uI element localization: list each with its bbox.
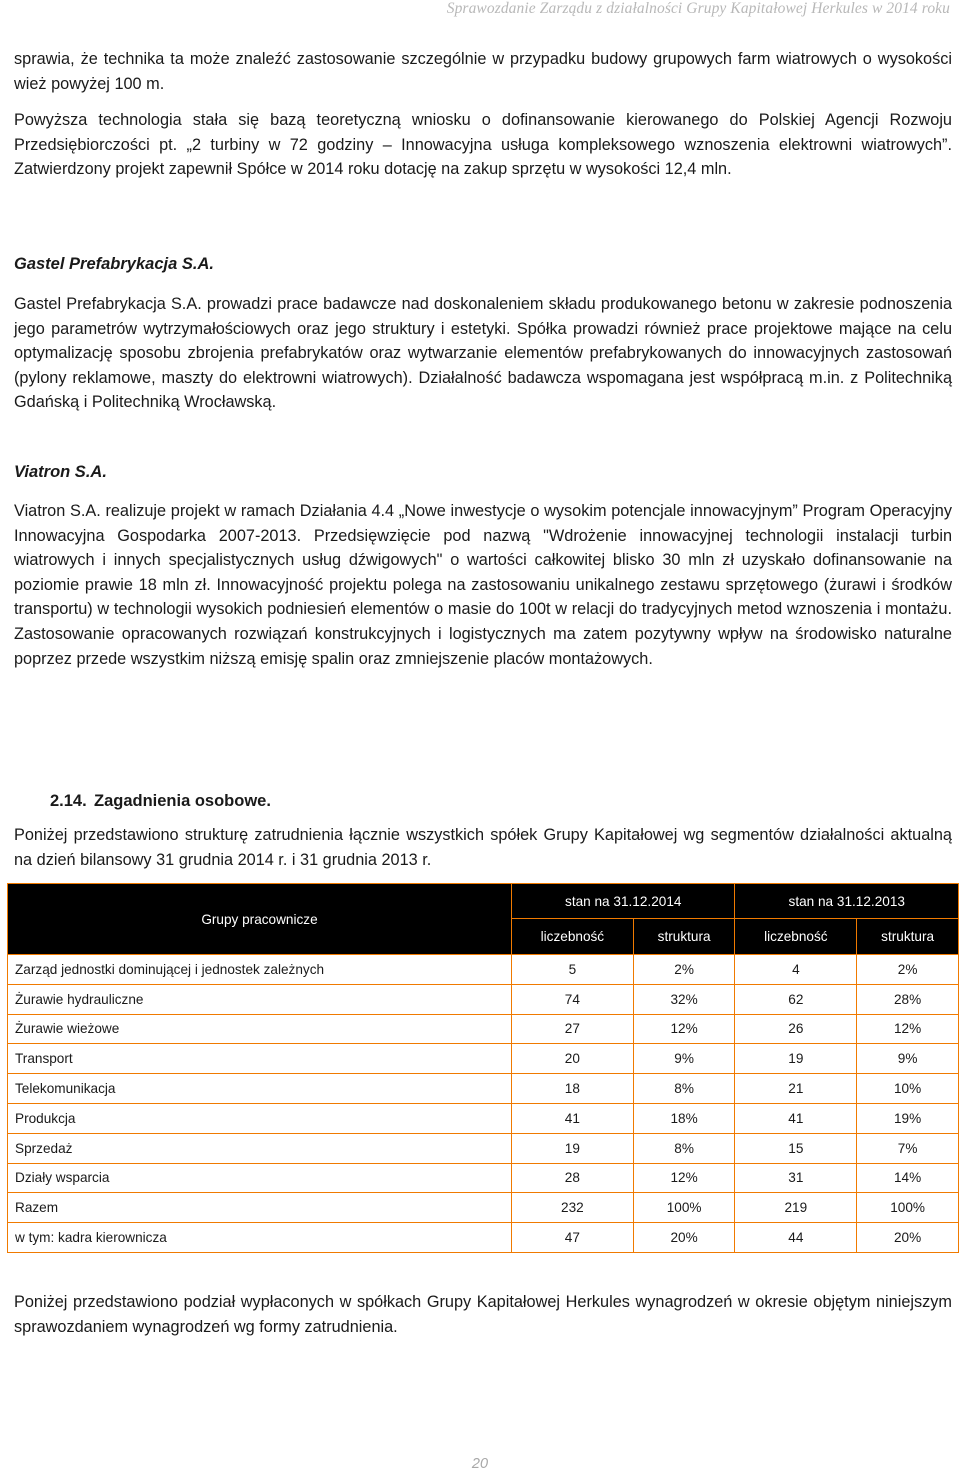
count-2014: 47	[512, 1223, 634, 1253]
count-2014-header: liczebność	[512, 919, 634, 955]
viatron-heading: Viatron S.A.	[14, 463, 107, 481]
share-2013: 7%	[857, 1133, 959, 1163]
share-2013: 100%	[857, 1193, 959, 1223]
count-2013: 4	[735, 955, 857, 985]
running-header: Sprawozdanie Zarządu z działalności Grupy Kapitałowej Herkules w 2014 roku	[446, 0, 950, 17]
count-2013: 21	[735, 1074, 857, 1104]
share-2014: 12%	[633, 1014, 735, 1044]
row-label: Telekomunikacja	[8, 1074, 512, 1104]
section-heading	[50, 792, 271, 811]
count-2014: 232	[512, 1193, 634, 1223]
share-2013: 2%	[857, 955, 959, 985]
count-2014: 20	[512, 1044, 634, 1074]
share-2014-header: struktura	[633, 919, 735, 955]
share-2013: 14%	[857, 1163, 959, 1193]
section-number: 2.14.	[50, 792, 87, 810]
section-title: Zagadnienia osobowe.	[94, 792, 271, 810]
page-number: 20	[471, 1456, 489, 1472]
row-label: w tym: kadra kierownicza	[8, 1223, 512, 1253]
row-label: Działy wsparcia	[8, 1163, 512, 1193]
viatron-paragraph: Viatron S.A. realizuje projekt w ramach Działania 4.4 „Nowe inwestycje o wysokim potencjale innowacyjnym” Program Operacyjny Innowacyjna Gospodarka 2007-2013. Przedsięwzięcie pod nazwą "Wdrożenie innowacyjnej technologii instalacji turbin wiatrowych i innych specjalistycznych usług dźwigowych" o wartości całkowitej blisko 30 mln zł uzyskało dofinansowanie na poziomie prawie 18 mln zł. Innowacyjność projektu polega na zastosowaniu unikalnego zestawu sprzętowego (żurawi i środków transportu) w technologii wysokich podniesień elementów o masie do 100t w relacji do tradycyjnych metod wznoszenia i montażu. Zastosowanie opracowanych rozwiązań konstrukcyjnych i logistycznych ma zatem pozytywny wpływ na środowisko naturalne poprzez przede wszystkim niższą emisję spalin oraz zmniejszenie placów montażowych.	[14, 502, 952, 668]
count-2014: 74	[512, 984, 634, 1014]
table-row	[8, 1133, 959, 1163]
gastel-heading: Gastel Prefabrykacja S.A.	[14, 255, 214, 273]
employment-structure-table	[7, 883, 959, 1253]
section-intro-paragraph: Poniżej przedstawiono strukturę zatrudnienia łącznie wszystkich spółek Grupy Kapitałowej wg segmentów działalności aktualną na dzień bilansowy 31 grudnia 2014 r. i 31 grudnia 2013 r.	[14, 826, 952, 869]
share-2014: 2%	[633, 955, 735, 985]
count-2013: 44	[735, 1223, 857, 1253]
share-2014: 100%	[633, 1193, 735, 1223]
table-row	[8, 1014, 959, 1044]
table-row	[8, 1193, 959, 1223]
table-row	[8, 1163, 959, 1193]
table-row	[8, 955, 959, 985]
count-2013: 31	[735, 1163, 857, 1193]
count-2013: 41	[735, 1103, 857, 1133]
share-2013: 12%	[857, 1014, 959, 1044]
intro-paragraph-2: Powyższa technologia stała się bazą teoretyczną wniosku o dofinansowanie kierowanego do Polskiej Agencji Rozwoju Przedsiębiorczości pt. „2 turbiny w 72 godziny – Innowacyjna usługa kompleksowego wznoszenia elektrowni wiatrowych”. Zatwierdzony projekt zapewnił Spółce w 2014 roku dotację na zakup sprzętu w wysokości 12,4 mln.	[14, 111, 952, 179]
count-2014: 5	[512, 955, 634, 985]
share-2013: 9%	[857, 1044, 959, 1074]
share-2013: 20%	[857, 1223, 959, 1253]
share-2013: 19%	[857, 1103, 959, 1133]
count-2013: 15	[735, 1133, 857, 1163]
row-label: Transport	[8, 1044, 512, 1074]
share-2013-header: struktura	[857, 919, 959, 955]
table-row	[8, 1223, 959, 1253]
count-2013-header: liczebność	[735, 919, 857, 955]
count-2014: 27	[512, 1014, 634, 1044]
period-2014-header: stan na 31.12.2014	[512, 884, 735, 919]
share-2014: 8%	[633, 1074, 735, 1104]
closing-paragraph: Poniżej przedstawiono podział wypłaconych w spółkach Grupy Kapitałowej Herkules wynagrodzeń w okresie objętym niniejszym sprawozdaniem wynagrodzeń wg formy zatrudnienia.	[14, 1293, 952, 1336]
count-2014: 28	[512, 1163, 634, 1193]
group-header: Grupy pracownicze	[8, 884, 512, 955]
intro-paragraph-1: sprawia, że technika ta może znaleźć zastosowanie szczególnie w przypadku budowy grupowych farm wiatrowych o wysokości wież powyżej 100 m.	[14, 50, 952, 93]
period-2013-header: stan na 31.12.2013	[735, 884, 959, 919]
count-2013: 26	[735, 1014, 857, 1044]
table-row	[8, 984, 959, 1014]
count-2013: 62	[735, 984, 857, 1014]
row-label: Zarząd jednostki dominującej i jednostek zależnych	[8, 955, 512, 985]
share-2014: 20%	[633, 1223, 735, 1253]
table-row	[8, 1074, 959, 1104]
gastel-paragraph: Gastel Prefabrykacja S.A. prowadzi prace badawcze nad doskonaleniem składu produkowanego betonu w zakresie podnoszenia jego parametrów wytrzymałościowych oraz jego struktury i estetyki. Spółka prowadzi również prace projektowe mające na celu optymalizację sposobu zbrojenia prefabrykatów oraz wytwarzanie elementów prefabrykowanych do innowacyjnych zastosowań (pylony reklamowe, maszty do elektrowni wiatrowych). Działalność badawcza wspomagana jest współpracą m.in. z Politechniką Gdańską i Politechniką Wrocławską.	[14, 295, 952, 412]
count-2014: 18	[512, 1074, 634, 1104]
count-2013: 219	[735, 1193, 857, 1223]
table-row	[8, 1044, 959, 1074]
row-label: Żurawie hydrauliczne	[8, 984, 512, 1014]
share-2013: 28%	[857, 984, 959, 1014]
count-2014: 19	[512, 1133, 634, 1163]
table-row	[8, 1103, 959, 1133]
share-2014: 32%	[633, 984, 735, 1014]
share-2014: 18%	[633, 1103, 735, 1133]
share-2014: 9%	[633, 1044, 735, 1074]
share-2014: 12%	[633, 1163, 735, 1193]
row-label: Sprzedaż	[8, 1133, 512, 1163]
count-2014: 41	[512, 1103, 634, 1133]
share-2014: 8%	[633, 1133, 735, 1163]
row-label: Żurawie wieżowe	[8, 1014, 512, 1044]
count-2013: 19	[735, 1044, 857, 1074]
row-label: Produkcja	[8, 1103, 512, 1133]
row-label: Razem	[8, 1193, 512, 1223]
share-2013: 10%	[857, 1074, 959, 1104]
